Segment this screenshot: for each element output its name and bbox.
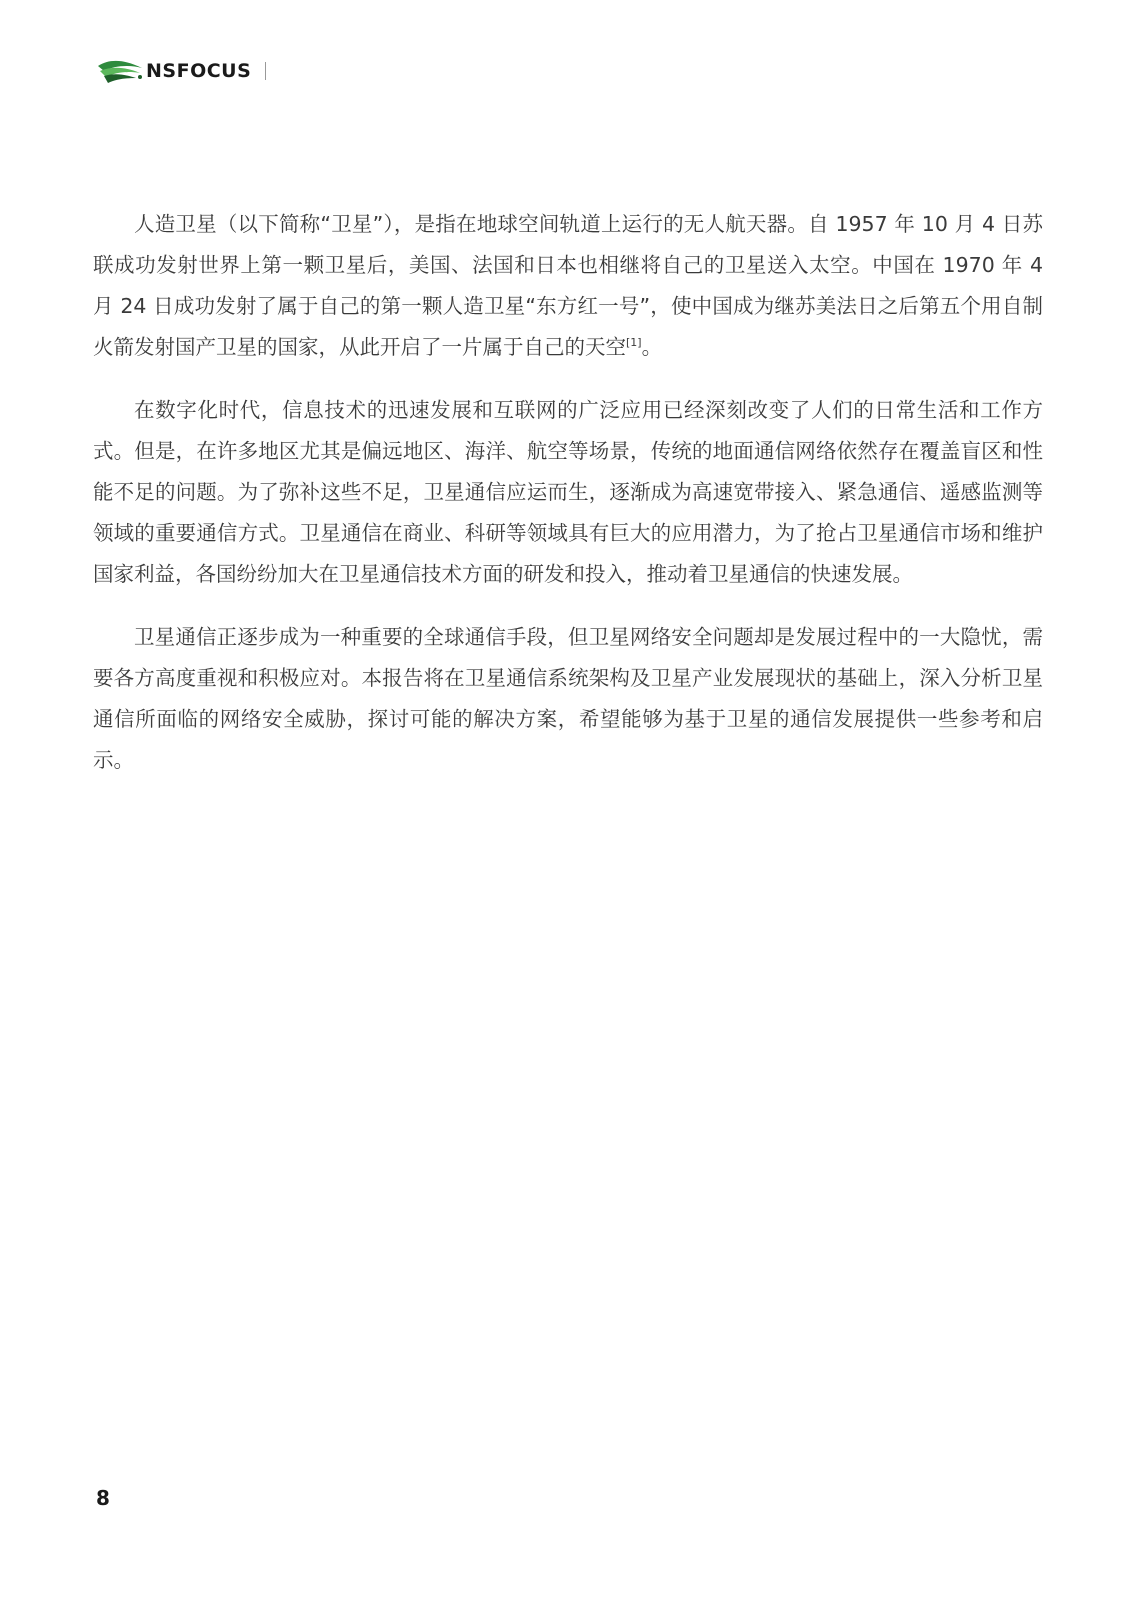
paragraph-1-text: 人造卫星（以下简称“卫星”），是指在地球空间轨道上运行的无人航天器。自 1957 年 10 月 4 日苏联成功发射世界上第一颗卫星后，美国、法国和日本也相继将自己的卫星送入太空。中国在 1970 年 4 月 24 日成功发射了属于自己的第一颗人造卫星“东方红一号”，使中国成为继苏美法日之后第五个用自制火箭发射国产卫星的国家，从此开启了一片属于自己的天空	[93, 212, 1043, 359]
document-body	[93, 204, 1043, 803]
page-number: 8	[96, 1486, 110, 1510]
header-divider	[265, 62, 266, 80]
logo-wordmark: NSFOCUS	[146, 60, 252, 82]
reference-marker[interactable]: [1]	[626, 336, 642, 349]
paragraph-1	[93, 204, 1043, 368]
page-header	[96, 56, 266, 86]
paragraph-2: 在数字化时代，信息技术的迅速发展和互联网的广泛应用已经深刻改变了人们的日常生活和工作方式。但是，在许多地区尤其是偏远地区、海洋、航空等场景，传统的地面通信网络依然存在覆盖盲区和性能不足的问题。为了弥补这些不足，卫星通信应运而生，逐渐成为高速宽带接入、紧急通信、遥感监测等领域的重要通信方式。卫星通信在商业、科研等领域具有巨大的应用潜力，为了抢占卫星通信市场和维护国家利益，各国纷纷加大在卫星通信技术方面的研发和投入，推动着卫星通信的快速发展。	[93, 398, 1043, 586]
nsfocus-logo-icon	[96, 56, 144, 86]
paragraph-1-tail: 。	[641, 335, 663, 359]
paragraph-3: 卫星通信正逐步成为一种重要的全球通信手段，但卫星网络安全问题却是发展过程中的一大隐忧，需要各方高度重视和积极应对。本报告将在卫星通信系统架构及卫星产业发展现状的基础上，深入分析卫星通信所面临的网络安全威胁，探讨可能的解决方案，希望能够为基于卫星的通信发展提供一些参考和启示。	[93, 625, 1043, 772]
